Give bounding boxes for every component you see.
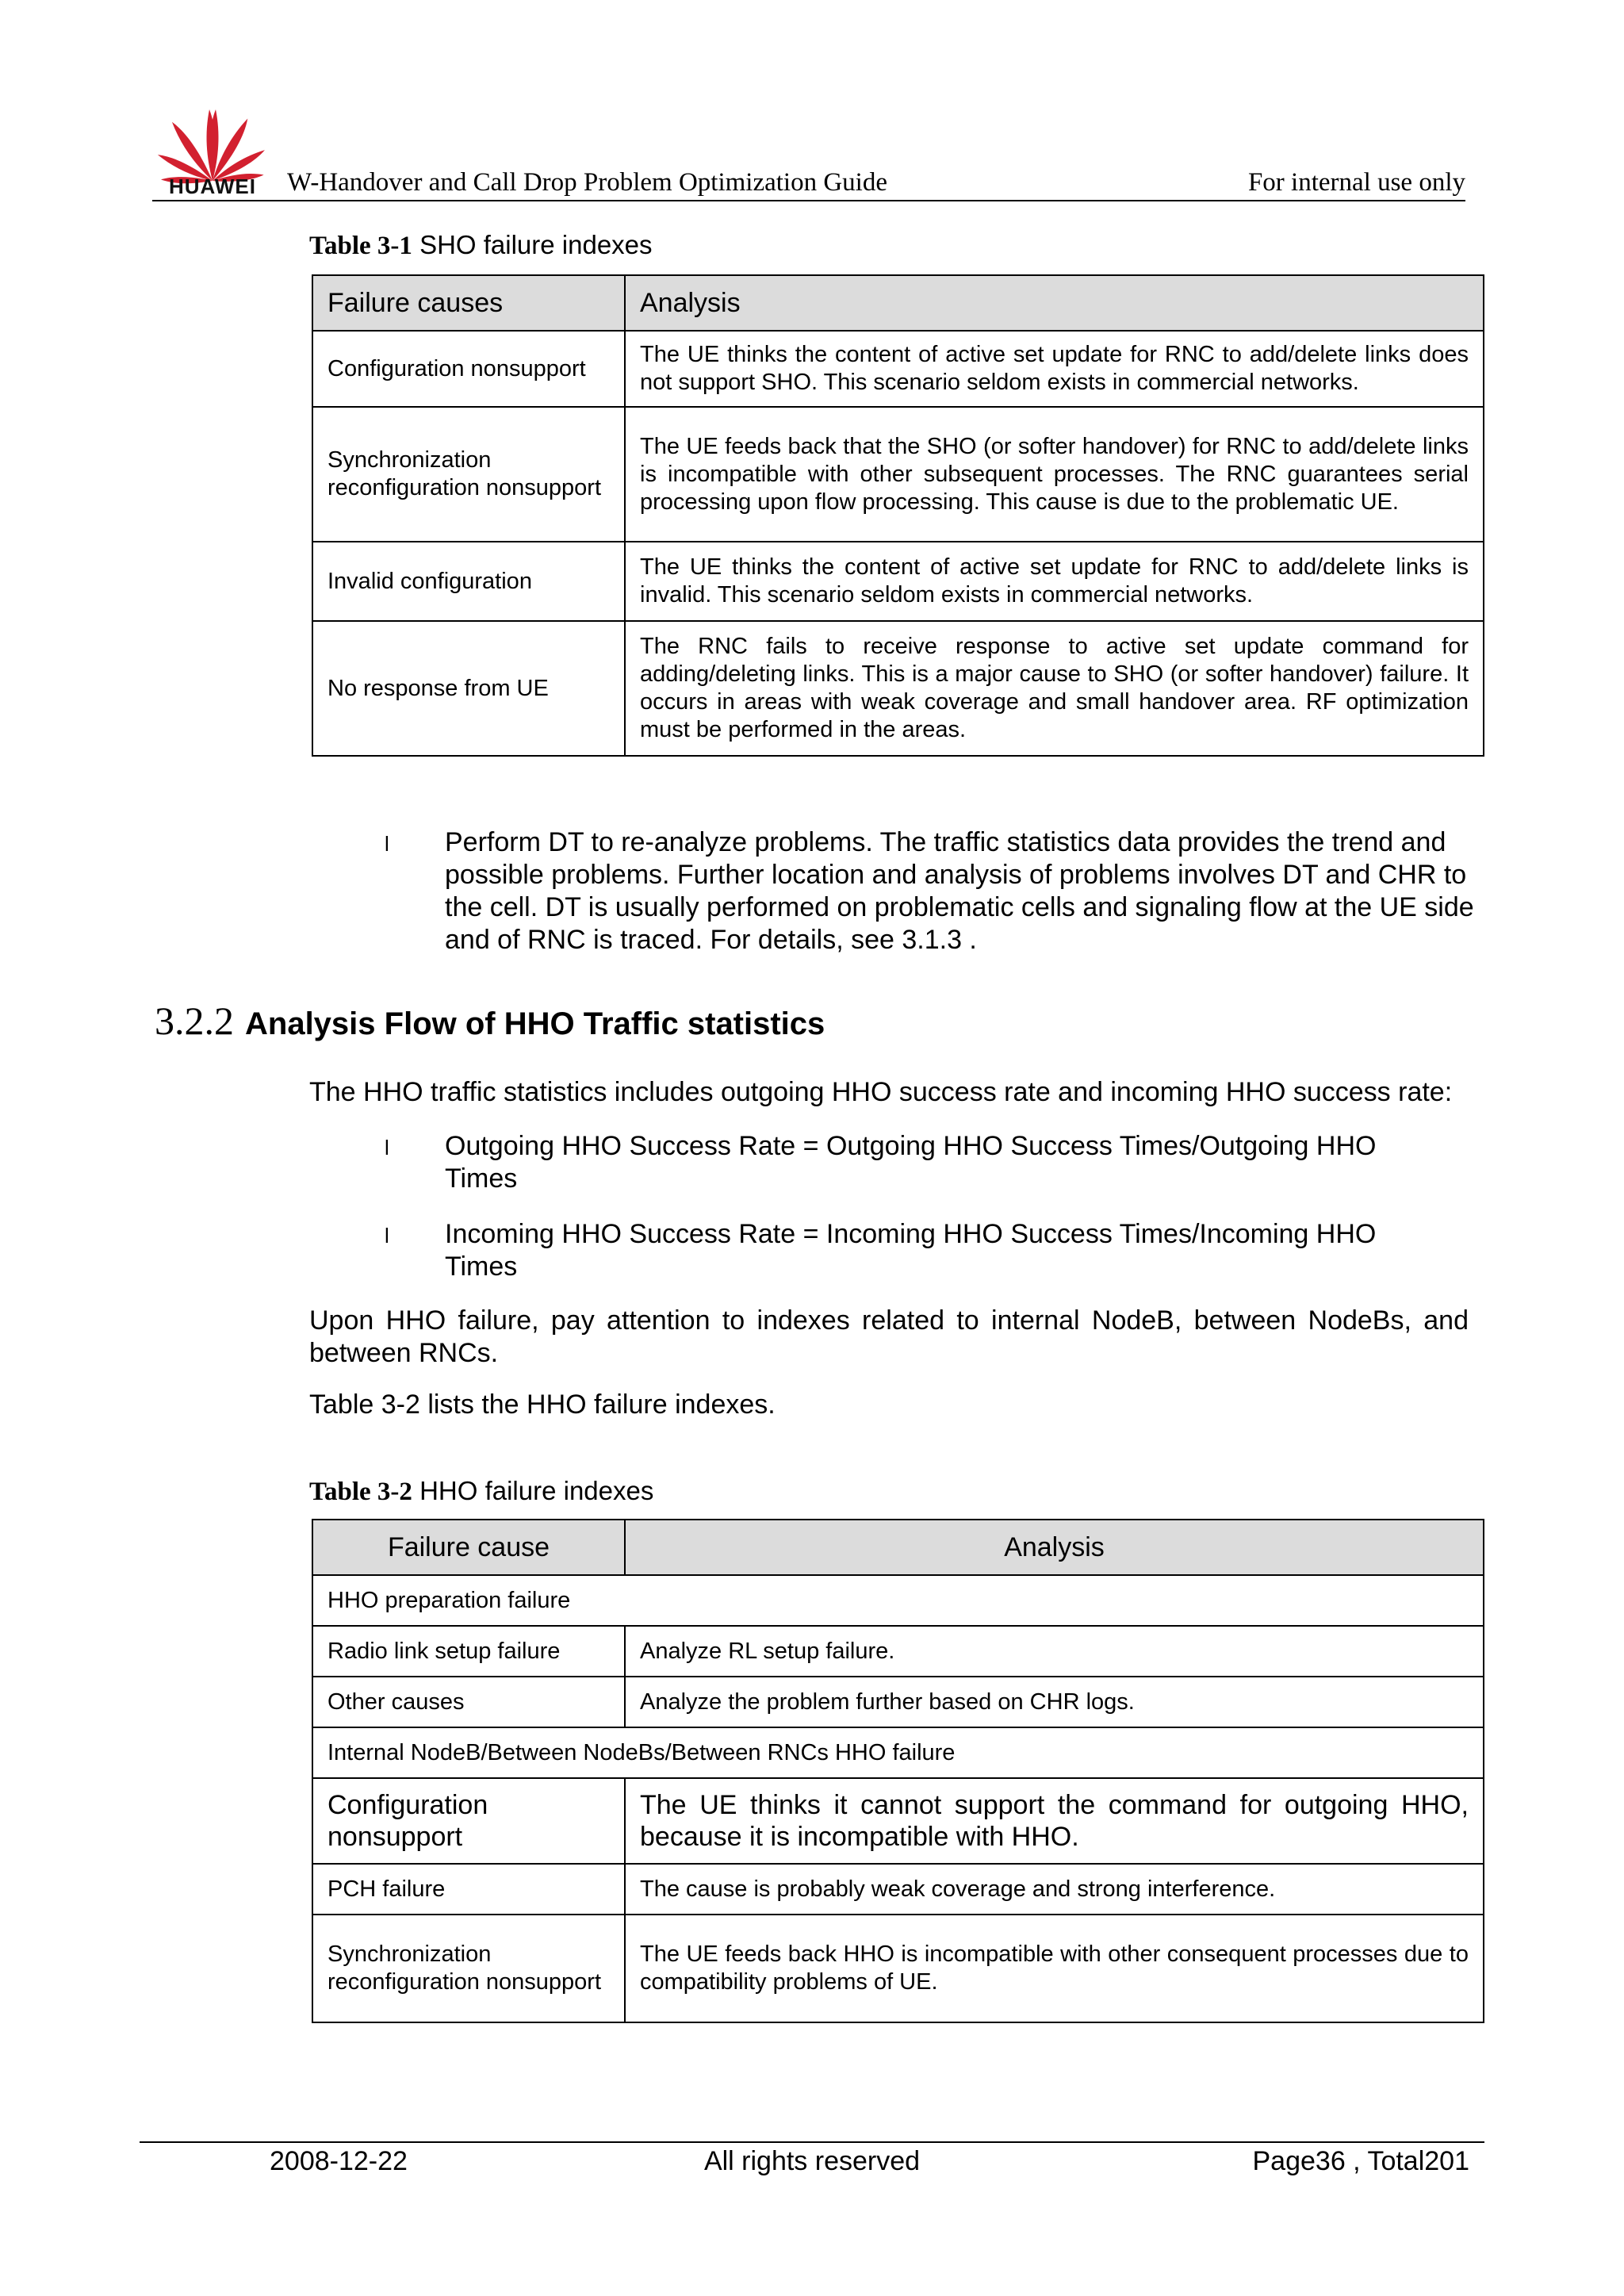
analysis-cell: The UE feeds back HHO is incompatible with other consequent processes due to compatibility problems of UE. (625, 1915, 1484, 2022)
footer-date: 2008-12-22 (270, 2146, 408, 2176)
table-header-row (312, 275, 1484, 331)
brand-wordmark: HUAWEI (169, 174, 256, 198)
section-heading (155, 998, 825, 1044)
caption-label: Table 3-2 (309, 1478, 412, 1506)
cause-cell: Synchronization reconfiguration nonsupport (312, 1915, 625, 2022)
failure-paragraph: Upon HHO failure, pay attention to indexes related to internal NodeB, between NodeBs, and between RNCs. (309, 1305, 1469, 1368)
cause-cell: Radio link setup failure (312, 1626, 625, 1677)
cause-cell: Invalid configuration (312, 542, 625, 621)
cause-cell: PCH failure (312, 1864, 625, 1915)
group-cell: Internal NodeB/Between NodeBs/Between RNCs HHO failure (312, 1727, 1484, 1778)
analysis-cell: The RNC fails to receive response to active set update command for adding/deleting links. This is a major cause to SHO (or softer handover) failure. It occurs in areas with weak coverage and small handover area. RF optimization must be performed in the areas. (625, 621, 1484, 756)
table-row (312, 621, 1484, 756)
section-title: Analysis Flow of HHO Traffic statistics (245, 1006, 825, 1041)
column-header: Analysis (625, 1520, 1484, 1575)
bullet-marker: l (385, 1136, 389, 1159)
table-row (312, 542, 1484, 621)
table-row (312, 1915, 1484, 2022)
table-caption (309, 230, 653, 261)
intro-paragraph: The HHO traffic statistics includes outgoing HHO success rate and incoming HHO success rate: (309, 1077, 1453, 1107)
table-header-row (312, 1520, 1484, 1575)
classification-label: For internal use only (1247, 168, 1465, 197)
footer-rights: All rights reserved (703, 2146, 921, 2176)
group-row (312, 1575, 1484, 1626)
analysis-cell: The UE thinks it cannot support the command for outgoing HHO, because it is incompatible with HHO. (625, 1778, 1484, 1864)
column-header: Failure causes (312, 275, 625, 331)
cause-cell: Configuration nonsupport (312, 1778, 625, 1864)
cause-cell: No response from UE (312, 621, 625, 756)
sho-failure-table (312, 274, 1484, 757)
header-divider (152, 200, 1465, 201)
group-cell: HHO preparation failure (312, 1575, 1484, 1626)
table-row (312, 1778, 1484, 1864)
cause-cell: Other causes (312, 1677, 625, 1727)
cause-cell: Synchronization reconfiguration nonsupport (312, 407, 625, 542)
table-row (312, 1677, 1484, 1727)
column-header: Analysis (625, 275, 1484, 331)
bullet-marker: l (385, 832, 389, 856)
analysis-cell: The UE thinks the content of active set update for RNC to add/delete links is invalid. This scenario seldom exists in commercial networks. (625, 542, 1484, 621)
analysis-cell: The cause is probably weak coverage and strong interference. (625, 1864, 1484, 1915)
bullet-marker: l (385, 1224, 389, 1248)
hho-failure-table (312, 1519, 1484, 2023)
group-row (312, 1727, 1484, 1778)
analysis-cell: The UE thinks the content of active set update for RNC to add/delete links does not support SHO. This scenario seldom exists in commercial networks. (625, 331, 1484, 407)
footer-divider (140, 2141, 1484, 2143)
table-row (312, 1626, 1484, 1677)
table-row (312, 407, 1484, 542)
caption-text: HHO failure indexes (419, 1476, 654, 1505)
page-number: Page36 , Total201 (1252, 2146, 1469, 2176)
analysis-cell: Analyze RL setup failure. (625, 1626, 1484, 1677)
analysis-cell: The UE feeds back that the SHO (or softer handover) for RNC to add/delete links is incompatible with other subsequent processes. The RNC guarantees serial processing upon flow processing. This cause is due to the problematic UE. (625, 407, 1484, 542)
column-header: Failure cause (312, 1520, 625, 1575)
table-row (312, 331, 1484, 407)
formula-text: Outgoing HHO Success Rate = Outgoing HHO Success Times/Outgoing HHO Times (445, 1131, 1377, 1194)
table-caption (309, 1476, 653, 1507)
formula-text: Incoming HHO Success Rate = Incoming HHO Success Times/Incoming HHO Times (445, 1219, 1377, 1282)
caption-label: Table 3-1 (309, 232, 412, 260)
document-title: W-Handover and Call Drop Problem Optimization Guide (287, 168, 888, 197)
bullet-text: Perform DT to re-analyze problems. The traffic statistics data provides the trend and possible problems. Further location and analysis of problems involves DT and CHR to the cell. DT is usually performed on problematic cells and signaling flow at the UE side and of RNC is traced. For details, see 3.1.3 . (445, 827, 1474, 955)
table-reference-paragraph: Table 3-2 lists the HHO failure indexes. (309, 1389, 776, 1420)
section-number: 3.2.2 (155, 999, 234, 1043)
cause-cell: Configuration nonsupport (312, 331, 625, 407)
analysis-cell: Analyze the problem further based on CHR logs. (625, 1677, 1484, 1727)
caption-text: SHO failure indexes (419, 230, 653, 259)
table-row (312, 1864, 1484, 1915)
